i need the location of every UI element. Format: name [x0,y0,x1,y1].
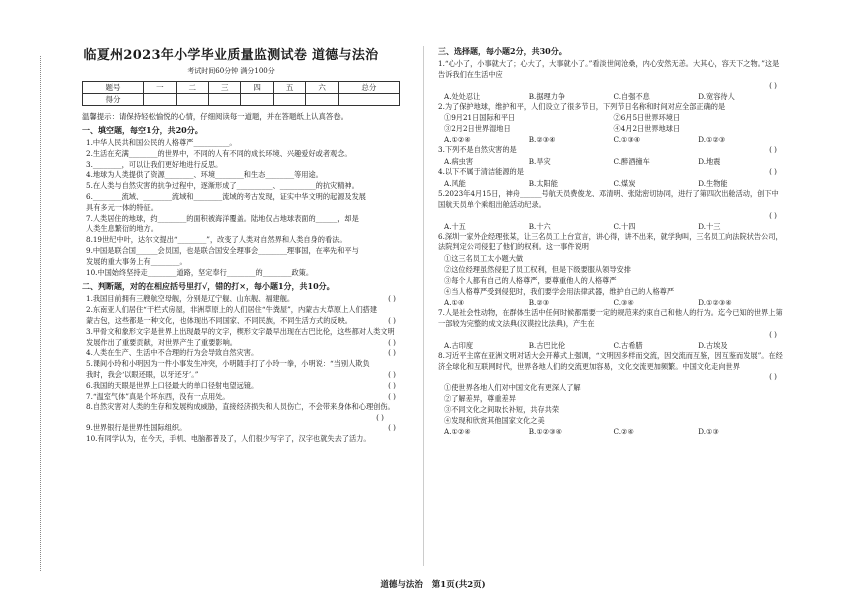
answer-paren[interactable]: ( ) [388,391,396,401]
statement: ④4月2日世界地球日 [613,124,681,134]
option-b[interactable]: B.古巴比伦 [528,340,566,350]
choice-question [438,308,783,351]
option-d[interactable]: D.生物能 [698,178,728,188]
judge-question [86,294,396,305]
section2-heading: 二、判断题，对的在相应括号里打√，错的打×，每小题1分，共10分。 [82,281,335,292]
option-d[interactable]: D.古埃及 [698,340,728,350]
score-table [82,81,400,106]
choice-question [438,145,783,167]
statement: ④当人格尊严受到侵犯时，我们要学会用法律武器，维护自己的人格尊严 [444,287,675,297]
option-c[interactable]: C.③④ [613,298,634,308]
judge-text: 发展作出了重要贡献，对世界产生了重要影响。 [86,337,237,347]
option-c[interactable]: C.①③④ [613,135,641,145]
option-a[interactable]: A.①②④ [444,135,471,145]
statement: ①使世界各地人们对中国文化有更深人了解 [444,383,581,393]
option-d[interactable]: D.宽容待人 [698,91,735,101]
fill-question: 4.地球为人类提供了资源________、环境________和生态________等用途。 [86,170,323,180]
exam-subtitle: 考试时间60分钟 满分100分 [187,67,275,75]
score-input-cell[interactable] [338,94,399,106]
fill-question: 10.中国始终坚持走________道路，坚定奉行________的________政策。 [86,267,314,277]
answer-paren[interactable]: ( ) [769,80,777,90]
option-row [438,134,783,145]
fill-question: 2.生活在充满________的世界中，不同的人有不同的成长环境、兴趣爱好或者观念。 [86,148,352,158]
footer-subject: 道德与法治 [380,580,423,590]
option-d[interactable]: D.地震 [698,157,721,167]
option-b[interactable]: B.②③ [528,298,550,308]
option-a[interactable]: A.处处忍让 [444,91,481,101]
exam-tip: 温馨提示：请保持轻松愉悦的心情，仔细阅读每一道题，并在答题纸上认真答卷。 [82,112,349,121]
choice-question [438,102,783,146]
fill-question: 6.________流域、________流域和________流域的考古发现，证实中华文明的起源及发展 [86,191,366,201]
fill-question: 具有多元一体的特征。 [86,202,158,212]
judge-question: 3.甲骨文和象形文字是世界上出现最早的文字，楔形文字最早出现在古巴比伦，这些都对人类文明 [86,326,395,336]
option-b[interactable]: B.旱灾 [528,157,551,167]
option-d[interactable]: D.①②③④ [698,298,732,308]
option-d[interactable]: D.①③ [698,427,719,437]
score-table-header-row [83,82,400,94]
statement: ③每个人都有自己的人格尊严，要尊重他人的人格尊严 [444,276,617,286]
statement-row [438,123,783,134]
option-b[interactable]: B.①②③④ [528,427,563,437]
answer-paren[interactable]: ( ) [388,423,396,433]
option-a[interactable]: A.古印度 [444,340,474,350]
answer-paren[interactable]: ( ) [769,145,777,155]
judge-question [86,423,396,434]
page-footer [0,578,860,590]
score-cell: 三 [209,82,241,94]
score-input-cell[interactable] [176,94,208,106]
option-c[interactable]: C.古希腊 [613,340,643,350]
judge-text: 4.人类在生产、生活中不合理的行为会导致自然灾害。 [86,348,259,358]
question-line [438,145,783,156]
question-text: 3.下列不是自然灾害的是 [438,145,517,155]
answer-paren[interactable]: ( ) [769,372,777,382]
judge-question: 2.东南亚人们居住“干栏式房屋，非洲草原上的人们居住“牛粪屋”，内蒙古大草原上人们搭建 [86,305,378,315]
option-row [438,156,783,167]
score-cell: 六 [306,82,338,94]
question-text: 4.以下不属于清洁能源的是 [438,167,524,177]
answer-paren[interactable]: ( ) [769,329,777,339]
answer-paren[interactable]: ( ) [769,210,777,220]
statement: ①9月21日国际和平日 [444,113,516,123]
choice-question [438,232,783,309]
answer-paren[interactable]: ( ) [388,315,396,325]
option-row [438,91,783,102]
option-d[interactable]: D.十三 [698,221,721,231]
question-text: 7.人是社会性动物，在群体生活中任何时候都需要一定的规范来约束自己和他人的行为。迄今已知的世界上第一部较为完整的成文法典(汉谟拉比法典)，产生在 [438,308,783,328]
judge-question: 5.课间小玲和小明因为一件小事发生冲突，小明随手打了小玲一拳，小明说：“当别人欺负 [86,359,370,369]
option-c[interactable]: C.醉酒撞车 [613,157,650,167]
option-c[interactable]: C.十四 [613,221,636,231]
judge-text: 1.我国目前拥有三艘航空母舰，分别是辽宁舰、山东舰、福建舰。 [86,294,295,304]
option-row [438,340,783,351]
question-text: 5.2023年4月15日，神舟______号航天员费俊龙、邓清明、张陆密切协同，进行了第四次出舱活动，创下中国航天员单个乘组出舱活动纪录。 [438,188,779,209]
judge-text: 蒙古包，这些都是一种文化，也体现出不同国家、不同民族，不同生活方式的反映。 [86,315,352,325]
judge-question: 8.自然灾害对人类的生存和发展构成威胁，直接经济损失和人员伤亡，不会带来身体和心理创伤。 [86,402,395,412]
score-cell: 总分 [338,82,399,94]
judge-text: 7.“温室气体”真是个坏东西，没有一点用处。 [86,391,230,401]
option-c[interactable]: C.②④ [613,427,634,437]
judge-text: 9.世界银行是世界性国际组织。 [86,423,187,433]
statement: ②6月5日世界环境日 [613,113,681,123]
score-cell: 二 [176,82,208,94]
statement: ②了解差异，尊重差异 [444,394,516,404]
section3-heading: 三、选择题，每小题2分，共30分。 [438,46,567,56]
statement: ①这三名员工太小题大做 [444,254,524,264]
fill-question: 1.中华人民共和国公民的人格尊严__________。 [86,138,237,147]
answer-paren[interactable]: ( ) [388,348,396,358]
fill-question: 发展的重大事务上有________。 [86,256,187,266]
score-cell: 五 [273,82,305,94]
choice-question [438,59,783,102]
option-row [438,297,783,308]
question-text: 2.为了保护地球，维护和平，人们设立了很多节日，下列节日名称和时间对应全部正确的是 [438,101,726,111]
option-a[interactable]: A.①②④ [444,427,471,437]
answer-paren[interactable]: ( ) [388,337,396,347]
option-row [438,426,783,437]
left-column [60,44,396,445]
fill-question: 7.人类居住的地球，约________的面积被海洋覆盖。陆地仅占地球表面的______，却是 [86,213,359,223]
statement: ③不同文化之间取长补短，共存共荣 [444,405,560,415]
score-cell: 四 [241,82,273,94]
right-column [438,44,783,437]
option-row [438,221,783,232]
question-line [438,167,783,178]
answer-paren[interactable]: ( ) [388,369,396,379]
choice-question [438,351,783,438]
fill-question: 5.在人类与自然灾害的抗争过程中，逐渐形成了__________、__________的抗灾精神。 [86,181,359,191]
judge-question [86,348,396,359]
statement: ④发现和欣赏其他国家文化之美 [444,416,545,426]
answer-paren[interactable]: ( ) [388,294,396,304]
question-text: 6.深圳一家外企经理张某，让三名员工上台宣言，讲心得，讲不出来，就学狗叫，三名员工向法院状告公司，法院判定公司侵犯了他们的权利。这一事件说明 [438,231,783,252]
judge-question [86,381,396,392]
option-d[interactable]: D.①②③ [698,135,726,145]
option-a[interactable]: A.病虫害 [444,157,474,167]
judge-question [86,370,396,381]
score-input-cell[interactable] [144,94,176,106]
option-a[interactable]: A.①④ [444,298,465,308]
judge-text: 6.我国的天眼是世界上口径最大的单口径射电望远镜。 [86,380,259,390]
score-cell: 题号 [83,82,144,94]
option-c[interactable]: C.自强不息 [613,91,650,101]
option-c[interactable]: C.煤炭 [613,178,636,188]
option-row [438,178,783,189]
question-text: 1.“心小了，小事就大了；心大了，大事就小了。”看淡世间沧桑，内心安然无恙。大其心，容天下之物。”这是告诉我们在生活中应 [438,59,780,79]
judge-question [86,316,396,327]
option-b[interactable]: B.据理力争 [528,91,566,101]
judge-question [86,392,396,403]
score-table-score-row [83,94,400,106]
column-divider [423,46,424,566]
binding-line [40,56,41,571]
score-input-cell[interactable] [241,94,273,106]
option-b[interactable]: B.太阳能 [528,178,558,188]
option-a[interactable]: A.十五 [444,221,466,231]
fill-question: 9.中国是联合国______会员国，也是联合国安全理事会________理事国，在率先和平与 [86,245,359,255]
choice-question [438,189,783,232]
judge-question: 10.有同学认为，在今天，手机、电脑都普及了，人们很少写字了，汉字也就失去了活力。 [86,433,371,443]
option-b[interactable]: B.②③④ [528,135,556,145]
statement-row [438,112,783,123]
statement: ②这位经理虽然侵犯了员工权利，但是下级要服从领导安排 [444,265,631,275]
option-a[interactable]: A.风能 [444,178,466,188]
judge-question [86,338,396,349]
score-input-cell[interactable] [306,94,338,106]
answer-paren[interactable]: ( ) [376,413,384,423]
fill-question: 8.19世纪中叶，达尔文提出“________”，改变了人类对自然界和人类自身的看法。 [86,235,347,245]
exam-title: 临夏州2023年小学毕业质量监测试卷 道德与法治 [83,48,379,63]
score-input-cell[interactable] [273,94,305,106]
fill-question: 人类生息繁衍的地方。 [86,224,158,234]
footer-page-number: 第1页(共2页) [431,580,486,590]
choice-question [438,167,783,189]
section1-heading: 一、填空题，每空1分，共20分。 [82,125,203,135]
fill-question: 3.________，可以让我们更好地进行反思。 [86,159,223,169]
judge-text: 我时，我会‘以眼还眼，以牙还牙’。” [86,369,199,379]
answer-paren[interactable]: ( ) [769,167,777,177]
score-cell: 得分 [83,94,144,106]
score-input-cell[interactable] [209,94,241,106]
statement: ③2月2日世界湿地日 [444,124,511,134]
score-cell: 一 [144,82,176,94]
question-text: 8.习近平主席在亚洲文明对话大会开幕式上强调，“文明因多样而交流，因交流而互鉴，因互鉴而发展”。在经济全球化和互联网时代，世界各地人们的交流更加容易，文化交流更加频繁。中国文化走向世界 [438,350,783,371]
answer-paren[interactable]: ( ) [388,380,396,390]
option-b[interactable]: B.十六 [528,221,551,231]
